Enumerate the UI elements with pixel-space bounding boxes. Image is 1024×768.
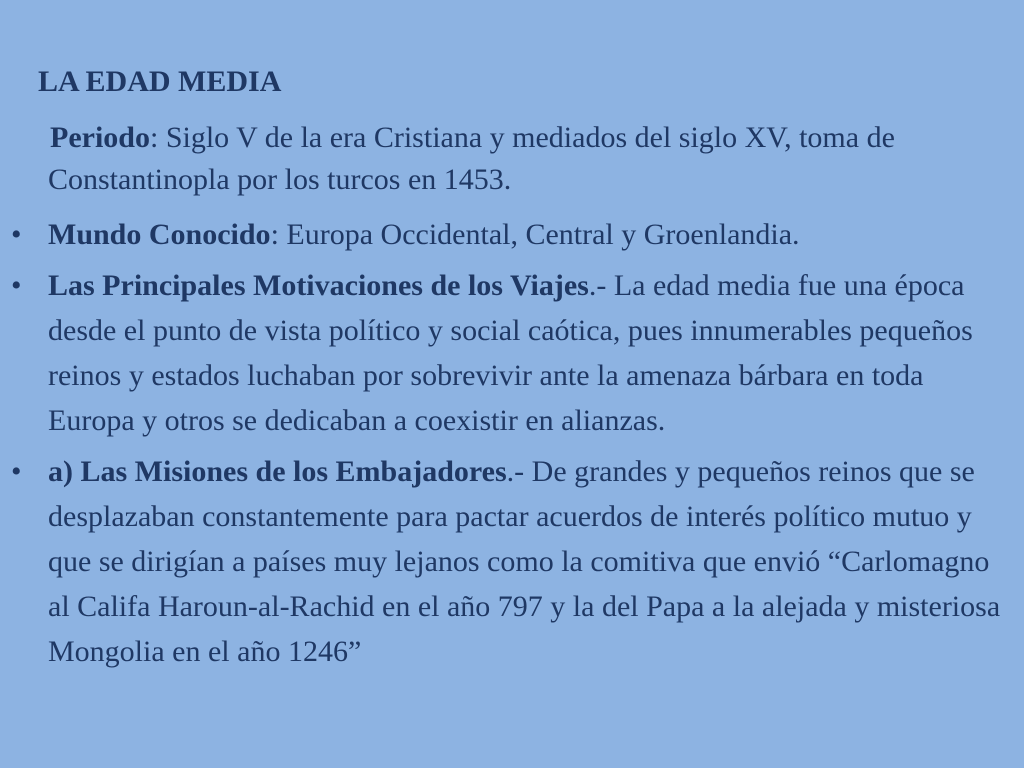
bullet-icon: • xyxy=(11,269,22,302)
bullet-separator: .- xyxy=(588,269,607,302)
bullet-separator: .- xyxy=(506,455,525,488)
bullet-list xyxy=(0,212,1010,680)
slide-title: LA EDAD MEDIA xyxy=(38,65,282,98)
intro-paragraph xyxy=(48,117,998,201)
bullet-item-motivaciones xyxy=(0,263,1010,443)
bullet-separator: : xyxy=(270,218,279,251)
intro-term: Periodo xyxy=(50,121,150,154)
bullet-icon: • xyxy=(11,455,22,488)
bullet-term: Mundo Conocido xyxy=(48,218,271,251)
bullet-term: Las Principales Motivaciones de los Viajes xyxy=(48,269,589,302)
bullet-icon: • xyxy=(11,218,22,251)
bullet-text: De grandes y pequeños reinos que se desplazaban constantemente para pactar acuerdos de interés político mutuo y que se dirigían a países muy lejanos como la comitiva que envió “Carlomagno al Califa Haroun-al-Rachid en el año 797 y la del Papa a la alejada y misteriosa Mongolia en el año 1246” xyxy=(48,455,1001,668)
bullet-text: La edad media fue una época desde el punto de vista político y social caótica, pues innumerables pequeños reinos y estados luchaban por sobrevivir ante la amenaza bárbara en toda Europa y otros se dedicaban a coexistir en alianzas. xyxy=(48,269,973,437)
intro-text: Siglo V de la era Cristiana y mediados del siglo XV, toma de Constantinopla por los turcos en 1453. xyxy=(48,121,895,196)
bullet-item-mundo-conocido xyxy=(0,212,1010,257)
bullet-text: Europa Occidental, Central y Groenlandia. xyxy=(278,218,800,251)
bullet-term: a) Las Misiones de los Embajadores xyxy=(48,455,507,488)
bullet-item-misiones-embajadores xyxy=(0,449,1010,674)
intro-separator: : xyxy=(149,121,159,154)
